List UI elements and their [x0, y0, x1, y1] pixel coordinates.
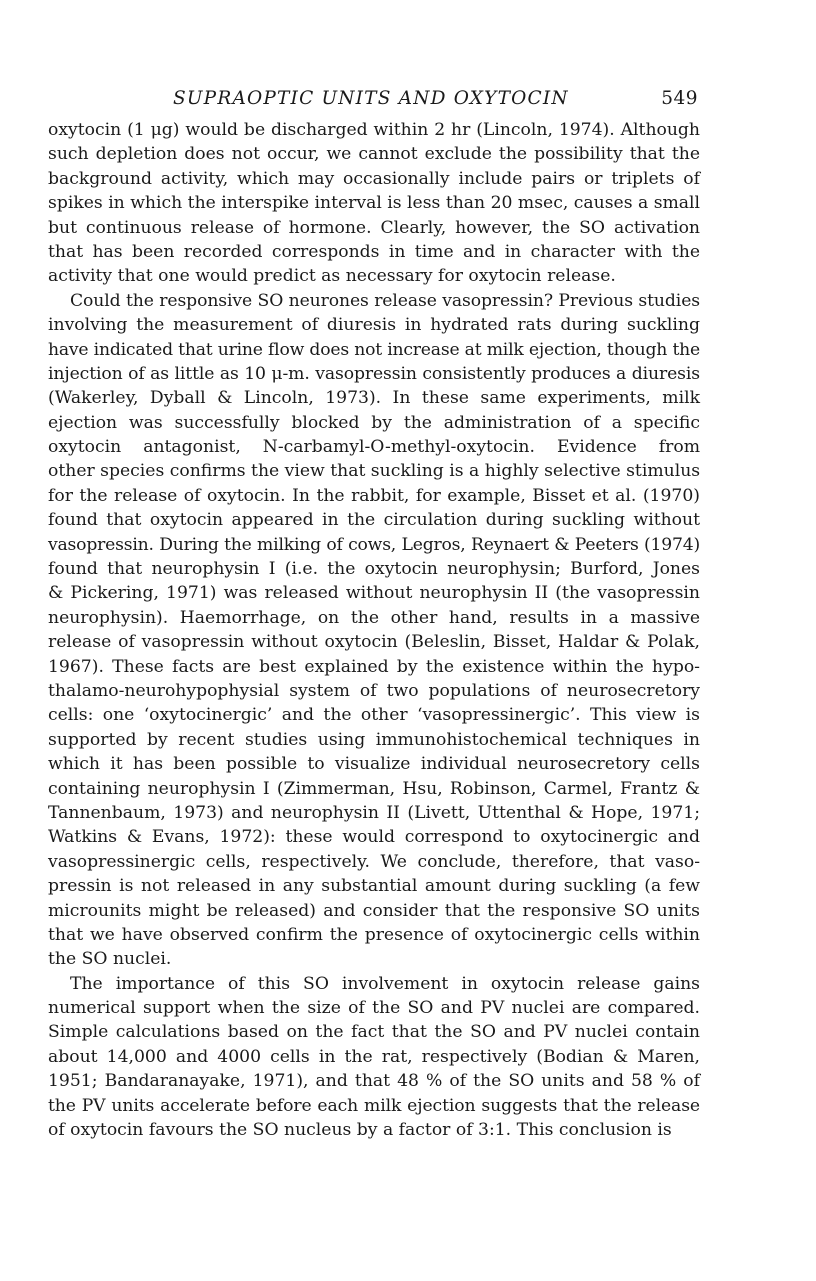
text-line: release of vasopressin without oxytocin (Beleslin, Bisset, Haldar & Polak,	[48, 632, 700, 653]
text-line: vasopressinergic cells, respectively. We conclude, therefore, that vaso-	[48, 851, 700, 872]
text-line: for the release of oxytocin. In the rabbit, for example, Bisset et al. (1970)	[48, 485, 700, 506]
text-line: 1951; Bandaranayake, 1971), and that 48 % of the SO units and 58 % of	[48, 1071, 700, 1092]
text-line: Tannenbaum, 1973) and neurophysin II (Livett, Uttenthal & Hope, 1971;	[48, 802, 700, 823]
paragraph	[48, 972, 700, 1143]
text-line: cells: one ‘oxytocinergic’ and the other ‘vasopressinergic’. This view is	[48, 705, 700, 726]
text-line: & Pickering, 1971) was released without neurophysin II (the vasopressin	[48, 583, 700, 604]
text-line: that we have observed confirm the presence of oxytocinergic cells within	[48, 924, 700, 945]
text-line: The importance of this SO involvement in oxytocin release gains	[70, 973, 700, 994]
text-line: involving the measurement of diuresis in hydrated rats during suckling	[48, 315, 700, 336]
text-line: containing neurophysin I (Zimmerman, Hsu, Robinson, Carmel, Frantz &	[48, 778, 700, 799]
text-line: such depletion does not occur, we cannot exclude the possibility that the	[48, 144, 700, 165]
text-line: thalamo-neurohypophysial system of two populations of neurosecretory	[48, 680, 700, 701]
text-line: other species confirms the view that suckling is a highly selective stimulus	[48, 461, 701, 482]
text-line: injection of as little as 10 μ-m. vasopressin consistently produces a diuresis	[48, 363, 700, 384]
text-line: Simple calculations based on the fact that the SO and PV nuclei contain	[48, 1022, 700, 1043]
text-line: background activity, which may occasionally include pairs or triplets of	[48, 168, 700, 189]
text-line: oxytocin (1 μg) would be discharged within 2 hr (Lincoln, 1974). Although	[48, 120, 700, 140]
text-line: about 14,000 and 4000 cells in the rat, respectively (Bodian & Maren,	[48, 1046, 700, 1067]
text-line: Watkins & Evans, 1972): these would correspond to oxytocinergic and	[48, 827, 700, 848]
text-line: microunits might be released) and consider that the responsive SO units	[48, 900, 700, 921]
text-line: ejection was successfully blocked by the administration of a specific	[48, 412, 700, 433]
article-body	[48, 118, 700, 1142]
paragraph	[48, 289, 700, 972]
text-line: the PV units accelerate before each milk ejection suggests that the release	[48, 1095, 700, 1116]
text-line: oxytocin antagonist, N-carbamyl-O-methyl-oxytocin. Evidence from	[48, 437, 700, 458]
text-line: which it has been possible to visualize individual neurosecretory cells	[48, 754, 700, 775]
running-header	[48, 88, 700, 118]
text-line: supported by recent studies using immunohistochemical techniques in	[48, 729, 700, 750]
text-line: vasopressin. During the milking of cows, Legros, Reynaert & Peeters (1974)	[48, 534, 700, 555]
text-line: numerical support when the size of the SO and PV nuclei are compared.	[48, 998, 700, 1019]
text-line: but continuous release of hormone. Clearly, however, the SO activation	[48, 217, 700, 238]
page-number: 549	[661, 88, 698, 109]
paragraph	[48, 118, 700, 289]
text-line: of oxytocin favours the SO nucleus by a factor of 3:1. This conclusion is	[48, 1120, 672, 1141]
running-title: SUPRAOPTIC UNITS AND OXYTOCIN	[173, 88, 569, 109]
text-line: found that oxytocin appeared in the circulation during suckling without	[48, 510, 700, 531]
text-line: pressin is not released in any substantial amount during suckling (a few	[48, 876, 700, 897]
text-line: neurophysin). Haemorrhage, on the other hand, results in a massive	[48, 607, 700, 628]
text-line: spikes in which the interspike interval is less than 20 msec, causes a small	[48, 193, 701, 214]
text-line: 1967). These facts are best explained by the existence within the hypo-	[48, 656, 700, 677]
text-line: found that neurophysin I (i.e. the oxytocin neurophysin; Burford, Jones	[48, 559, 700, 580]
text-line: have indicated that urine flow does not increase at milk ejection, though the	[48, 339, 700, 360]
journal-page	[48, 88, 700, 1142]
text-line: that has been recorded corresponds in time and in character with the	[48, 241, 700, 262]
text-line: Could the responsive SO neurones release vasopressin? Previous studies	[70, 290, 700, 311]
text-line: activity that one would predict as necessary for oxytocin release.	[48, 266, 616, 287]
text-line: (Wakerley, Dyball & Lincoln, 1973). In these same experiments, milk	[48, 388, 700, 409]
text-line: the SO nuclei.	[48, 949, 172, 970]
